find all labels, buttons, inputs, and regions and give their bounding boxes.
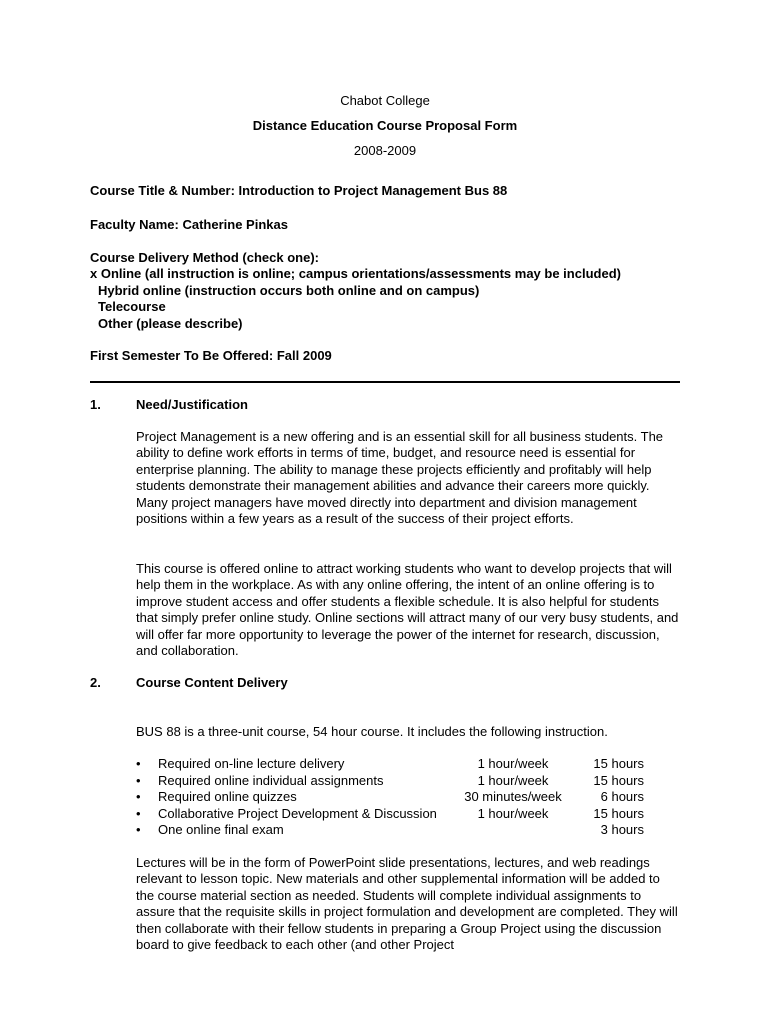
delivery-option-telecourse: Telecourse — [98, 299, 166, 314]
instruction-list — [136, 756, 676, 839]
item-hours: 15 hours — [593, 756, 644, 771]
delivery-method-heading: Course Delivery Method (check one): — [90, 250, 319, 265]
list-item — [136, 789, 676, 806]
list-item — [136, 773, 676, 790]
section-heading-content-delivery: Course Content Delivery — [136, 675, 288, 690]
content-delivery-closing: Lectures will be in the form of PowerPoint slide presentations, lectures, and web readings relevant to lesson topic. New materials and other supplemental information will be added to the course material section as needed. Students will complete individual assignments to assure that the requisite skills in project formulation and development are completed. They will then collaborate with their fellow students in preparing a Group Project using the discussion board to give feedback to each other (and other Project — [136, 855, 678, 953]
delivery-options — [90, 266, 621, 332]
faculty-name-field: Faculty Name: Catherine Pinkas — [90, 217, 288, 232]
item-description: Collaborative Project Development & Discussion — [158, 805, 437, 821]
item-description: Required online individual assignments — [158, 772, 384, 788]
item-frequency: 1 hour/week — [477, 756, 549, 771]
bullet-icon: • — [136, 805, 141, 821]
item-frequency: 1 hour/week — [477, 805, 549, 821]
bullet-icon: • — [136, 789, 141, 805]
item-hours: 15 hours — [593, 805, 644, 821]
item-description: Required online quizzes — [158, 789, 297, 805]
course-title-field: Course Title & Number: Introduction to Project Management Bus 88 — [90, 183, 508, 198]
item-hours: 3 hours — [600, 822, 644, 838]
college-name: Chabot College — [340, 93, 430, 108]
item-description: Required on-line lecture delivery — [158, 756, 345, 771]
horizontal-divider — [90, 381, 680, 383]
item-hours: 15 hours — [593, 772, 644, 788]
section-number: 1. — [90, 397, 101, 412]
delivery-option-other: Other (please describe) — [98, 315, 243, 331]
academic-year: 2008-2009 — [353, 143, 417, 158]
first-semester-field: First Semester To Be Offered: Fall 2009 — [90, 348, 332, 363]
section-number: 2. — [90, 675, 101, 690]
need-paragraph-2: This course is offered online to attract working students who want to develop projects that will help them in the workplace. As with any online offering, the intent of an online offering is to improve student access and offer students a flexible schedule. It is also helpful for students that simply prefer online study. Online sections will attract many of our very busy students, and will offer far more opportunity to leverage the power of the internet for research, discussion, and collaboration. — [136, 561, 679, 659]
item-hours: 6 hours — [600, 789, 644, 805]
item-frequency: 30 minutes/week — [464, 789, 562, 805]
bullet-icon: • — [136, 822, 141, 838]
form-title: Distance Education Course Proposal Form — [252, 118, 518, 133]
list-item — [136, 756, 676, 773]
list-item — [136, 806, 676, 823]
need-paragraph-1: Project Management is a new offering and is an essential skill for all business students. The ability to define work efforts in terms of time, budget, and resource need is essential for enterprise planning. The ability to manage these projects efficiently and profitably will help students demonstrate their management abilities and advance their careers more quickly. Many project managers have moved directly into department and division management positions within a few years as a result of the success of their project efforts. — [136, 429, 664, 527]
list-item — [136, 822, 676, 839]
content-delivery-intro: BUS 88 is a three-unit course, 54 hour course. It includes the following instruction. — [136, 724, 608, 739]
bullet-icon: • — [136, 756, 141, 771]
delivery-option-online: x Online (all instruction is online; campus orientations/assessments may be included) — [90, 266, 621, 281]
bullet-icon: • — [136, 772, 141, 788]
item-description: One online final exam — [158, 822, 284, 838]
item-frequency: 1 hour/week — [477, 772, 549, 788]
delivery-option-hybrid: Hybrid online (instruction occurs both online and on campus) — [98, 282, 480, 298]
section-heading-need: Need/Justification — [136, 397, 248, 412]
